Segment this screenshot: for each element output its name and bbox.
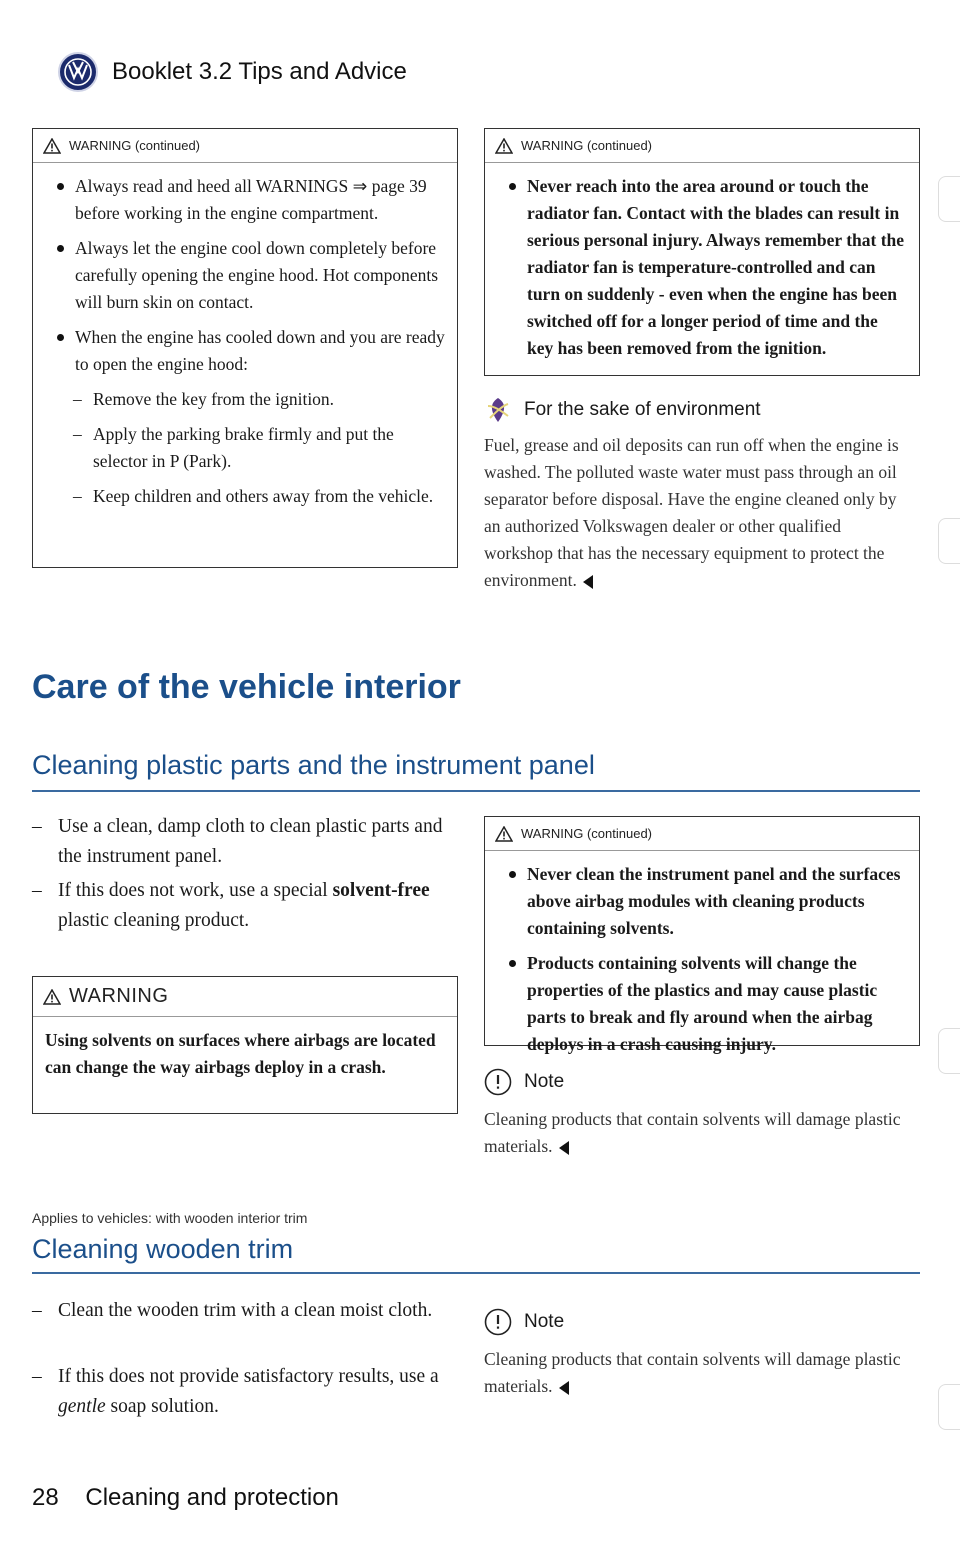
page-title: Booklet 3.2 Tips and Advice — [112, 58, 407, 85]
warning-triangle-icon — [43, 138, 61, 154]
warning-box-airbag-solvents — [32, 976, 458, 1114]
warning-box-engine-hood — [32, 128, 458, 568]
page-footer — [32, 1484, 339, 1512]
heading-rule — [32, 1272, 920, 1274]
warning-triangle-icon — [43, 989, 61, 1005]
warning-label: WARNING (continued) — [521, 138, 652, 153]
heading-rule — [32, 790, 920, 792]
warning-box-radiator-fan — [484, 128, 920, 376]
warning-bullet: Never clean the instrument panel and the surfaces above airbag modules with cleaning products containing solvents. — [499, 861, 907, 942]
warning-bullet: Never reach into the area around or touch the radiator fan. Contact with the blades can result in serious personal injury. Always remember that the radiator fan is temperature-controlled and can turn on suddenly - even when the engine has been switched off for a longer period of time and the key has been removed from the ignition. — [499, 173, 907, 362]
note-text: Cleaning products that contain solvents will damage plastic materials. — [484, 1109, 901, 1156]
warning-sub-step: – Apply the parking brake firmly and put the selector in P (Park). — [47, 421, 445, 475]
thumb-tab — [938, 1028, 960, 1074]
note-heading — [484, 1068, 564, 1096]
warning-header — [33, 977, 457, 1017]
wood-heading: Cleaning wooden trim — [32, 1234, 294, 1264]
note-heading-text: Note — [524, 1071, 565, 1092]
warning-header — [33, 129, 457, 163]
warning-text: Using solvents on surfaces where airbags are located can change the way airbags deploy in a crash. — [45, 1030, 436, 1077]
note-exclamation-icon — [484, 1068, 512, 1096]
chapter-title: Cleaning and protection — [85, 1484, 339, 1511]
warning-header — [485, 129, 919, 163]
note-text: Cleaning products that contain solvents will damage plastic materials. — [484, 1349, 901, 1396]
end-mark-icon — [559, 1141, 569, 1155]
environment-leaf-icon — [484, 396, 512, 424]
vw-logo-icon — [58, 52, 98, 92]
warning-sub-step: – Keep children and others away from the vehicle. — [47, 483, 445, 510]
warning-header — [485, 817, 919, 851]
plastic-heading: Cleaning plastic parts and the instrument panel — [32, 750, 595, 780]
page-header — [58, 50, 407, 94]
thumb-tab — [938, 176, 960, 222]
applies-to-label: Applies to vehicles: with wooden interior trim — [32, 1210, 308, 1226]
note-heading — [484, 1308, 564, 1336]
warning-box-instrument-panel — [484, 816, 920, 1054]
environment-text: Fuel, grease and oil deposits can run off when the engine is washed. The polluted waste water must pass through an oil separator before disposal. Have the engine cleaned only by an authorized Volkswagen dealer or other qualified workshop that has the necessary equipment to protect the environment. — [484, 435, 899, 590]
warning-label: WARNING — [69, 985, 169, 1007]
warning-bullet: When the engine has cooled down and you are ready to open the engine hood: — [47, 324, 445, 378]
plastic-step-1: – Use a clean, damp cloth to clean plastic parts and the instrument panel. — [32, 812, 462, 872]
wood-step-1: – Clean the wooden trim with a clean moist cloth. — [32, 1296, 462, 1326]
warning-bullet: Always read and heed all WARNINGS ⇒ page 39 before working in the engine compartment. — [47, 173, 445, 227]
warning-label: WARNING (continued) — [69, 138, 200, 153]
warning-bullet: Products containing solvents will change the properties of the plastics and may cause plastic parts to break and fly around when the airbag deploys in a crash causing injury. — [499, 950, 907, 1058]
note-exclamation-icon — [484, 1308, 512, 1336]
warning-bullet: Always let the engine cool down completely before carefully opening the engine hood. Hot components will burn skin on contact. — [47, 235, 445, 316]
warning-triangle-icon — [495, 826, 513, 842]
environment-heading-text: For the sake of environment — [524, 399, 761, 420]
warning-sub-step: – Remove the key from the ignition. — [47, 386, 445, 413]
thumb-tab — [938, 1384, 960, 1430]
warning-triangle-icon — [495, 138, 513, 154]
page-number: 28 — [32, 1484, 59, 1511]
environment-heading — [484, 396, 761, 424]
warning-label: WARNING (continued) — [521, 826, 652, 841]
end-mark-icon — [559, 1381, 569, 1395]
plastic-step-2: – If this does not work, use a special solvent-free plastic cleaning product. — [32, 876, 462, 936]
note-heading-text: Note — [524, 1311, 565, 1332]
thumb-tab — [938, 518, 960, 564]
wood-step-2: – If this does not provide satisfactory results, use a gentle soap solution. — [32, 1362, 462, 1422]
end-mark-icon — [583, 575, 593, 589]
section-title: Care of the vehicle interior — [32, 668, 461, 706]
